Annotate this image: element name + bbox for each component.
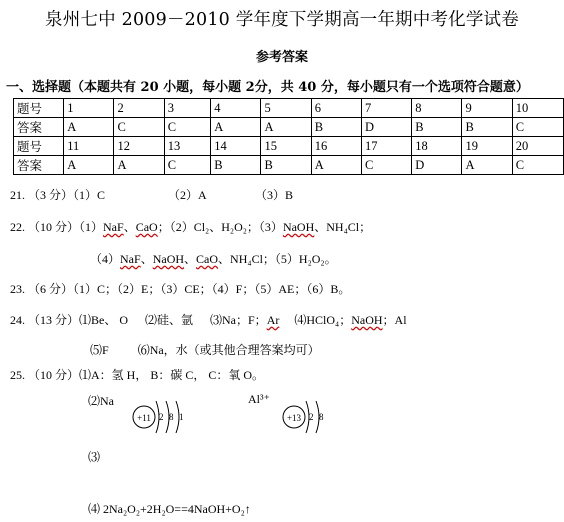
- table-cell: C: [512, 118, 563, 137]
- table-cell: A: [311, 156, 361, 175]
- aluminum-ion-diagram: [278, 393, 338, 439]
- table-cell: 9: [462, 99, 512, 118]
- table-cell: B: [211, 156, 261, 175]
- table-cell: 7: [361, 99, 411, 118]
- q24-part3: ⑶Na；F；: [210, 313, 267, 327]
- q25-line1: 25. （10 分）⑴A：氢 H， B：碳 C， C：氧 O。: [10, 368, 265, 382]
- table-cell: 13: [164, 137, 210, 156]
- table-cell: 8: [412, 99, 462, 118]
- na-shell-2-count: 8: [169, 412, 174, 422]
- q24-part1: 24. （13 分）⑴Be、 O: [10, 313, 128, 327]
- na-shell-3-count: 1: [179, 412, 184, 422]
- q23-line: 23. （6 分）（1）C；（2）E；（3）CE；（4）F；（5）AE；（6）B。: [10, 282, 351, 296]
- table-cell: A: [64, 156, 114, 175]
- table-cell: B: [311, 118, 361, 137]
- q22-sep: 、: [123, 220, 136, 234]
- answer-table: [13, 98, 564, 175]
- q22-line2: [90, 250, 337, 267]
- q22-naf: NaF: [103, 220, 124, 234]
- q22-l2-cao: CaO: [196, 252, 219, 266]
- na-nucleus-charge: +11: [137, 413, 151, 423]
- table-row-header: 题号: [14, 137, 64, 156]
- table-cell: 16: [311, 137, 361, 156]
- q22-l2-naf: NaF: [120, 252, 141, 266]
- q24-line2: [90, 341, 320, 358]
- q22-l2-sep1: 、: [140, 252, 153, 266]
- table-cell: B: [462, 118, 512, 137]
- table-cell: A: [462, 156, 512, 175]
- table-row-header: 答案: [14, 156, 64, 175]
- q21-part2: （2）A: [168, 188, 207, 202]
- q22-l2-naoh: NaOH: [152, 252, 185, 266]
- table-row-header: 题号: [14, 99, 64, 118]
- table-cell: 19: [462, 137, 512, 156]
- q25-na-label: ⑵Na: [88, 394, 114, 408]
- table-cell: A: [64, 118, 114, 137]
- q24-part5: ⑷HClO₄；: [294, 313, 352, 327]
- sodium-atom-diagram: [128, 393, 198, 439]
- table-cell: 10: [512, 99, 563, 118]
- table-row: [14, 118, 564, 137]
- q22-l2-end: 、NH₄Cl；（5）H₂O₂。: [218, 252, 337, 266]
- table-cell: 5: [261, 99, 311, 118]
- q21-part1: 21. （3 分）（1）C: [10, 188, 106, 202]
- table-cell: D: [412, 156, 462, 175]
- table-cell: B: [261, 156, 311, 175]
- table-row: [14, 99, 564, 118]
- table-cell: D: [361, 118, 411, 137]
- table-row-header: 答案: [14, 118, 64, 137]
- table-cell: C: [361, 156, 411, 175]
- q22-end: 、NH₄Cl；: [314, 220, 372, 234]
- q24-line1: [10, 311, 407, 328]
- q25-item3: ⑶: [88, 450, 101, 464]
- table-cell: 12: [114, 137, 164, 156]
- q25-al-label: Al³⁺: [248, 392, 270, 406]
- q22-label: 22. （10 分）（1）: [10, 220, 104, 234]
- q22-line1: [10, 218, 371, 235]
- table-cell: A: [114, 156, 164, 175]
- q22-l2-label: （4）: [90, 252, 121, 266]
- table-cell: C: [164, 118, 210, 137]
- q22-mid: ；（2）Cl₂、H₂O₂；（3）: [157, 220, 283, 234]
- table-cell: C: [114, 118, 164, 137]
- q21-part3: （3）B: [255, 188, 294, 202]
- q24-part-b1: ⑸F: [90, 343, 109, 357]
- q24-naoh: NaOH: [351, 313, 383, 327]
- al-nucleus-charge: +13: [286, 413, 302, 423]
- al-shell-2-count: 8: [319, 412, 324, 422]
- table-cell: 15: [261, 137, 311, 156]
- table-cell: 20: [512, 137, 563, 156]
- table-cell: C: [164, 156, 210, 175]
- al-shell-1-count: 2: [309, 412, 314, 422]
- table-cell: 6: [311, 99, 361, 118]
- q24-ar: Ar: [266, 313, 280, 327]
- table-cell: 2: [114, 99, 164, 118]
- table-cell: A: [261, 118, 311, 137]
- table-cell: 17: [361, 137, 411, 156]
- q22-cao: CaO: [135, 220, 158, 234]
- table-cell: 18: [412, 137, 462, 156]
- section-heading: 一、选择题（本题共有 20 小题，每小题 2分，共 40 分，每小题只有一个选项符合题意）: [6, 80, 529, 95]
- table-cell: 4: [211, 99, 261, 118]
- page-subtitle: 参考答案: [255, 50, 308, 65]
- page-title: 泉州七中 2009－2010 学年度下学期高一年期中考化学试卷: [45, 10, 519, 30]
- table-cell: C: [512, 156, 563, 175]
- q22-l2-sep2: 、: [184, 252, 197, 266]
- table-row: [14, 137, 564, 156]
- q24-part-b2: ⑹Na，水（或其他合理答案均可）: [137, 343, 320, 357]
- na-shell-1-count: 2: [159, 412, 164, 422]
- q24-part2: ⑵硅、氩: [145, 313, 194, 327]
- q25-item4: ⑷ 2Na₂O₂+2H₂O==4NaOH+O₂↑: [88, 502, 251, 516]
- table-cell: B: [412, 118, 462, 137]
- table-cell: A: [211, 118, 261, 137]
- table-cell: 11: [64, 137, 114, 156]
- table-cell: 1: [64, 99, 114, 118]
- q22-naoh: NaOH: [282, 220, 315, 234]
- table-cell: 3: [164, 99, 210, 118]
- table-cell: 14: [211, 137, 261, 156]
- table-row: [14, 156, 564, 175]
- q24-part7: ；Al: [382, 313, 407, 327]
